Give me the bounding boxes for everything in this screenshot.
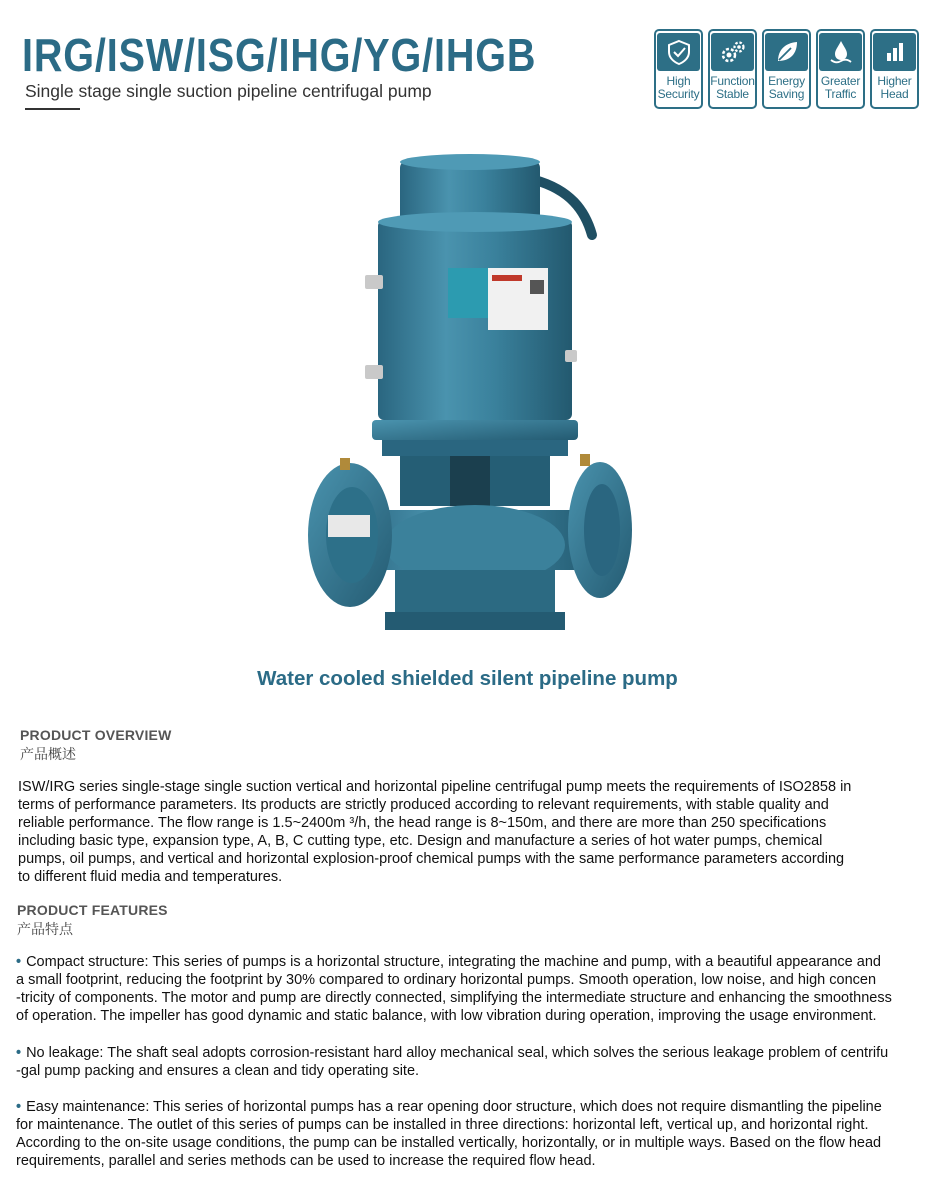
badge-label: High Security bbox=[657, 74, 700, 101]
badge-label: Energy Saving bbox=[768, 74, 805, 101]
feature-line: Easy maintenance: This series of horizontal pumps has a rear opening door structure, which does not require dismantling the pipeline bbox=[26, 1099, 882, 1115]
feature-line: No leakage: The shaft seal adopts corrosion-resistant hard alloy mechanical seal, which solves the serious leakage problem of centrifu bbox=[26, 1045, 889, 1061]
bullet-icon: • bbox=[16, 954, 22, 970]
overview-line: terms of performance parameters. Its products are strictly produced according to relevant requirements, with stable quality and bbox=[18, 797, 829, 813]
features-title-cn: 产品特点 bbox=[17, 921, 73, 937]
feature-line: of operation. The impeller has good dynamic and static balance, with low vibration during operation, improving the usage environment. bbox=[16, 1008, 877, 1024]
product-caption: Water cooled shielded silent pipeline pump bbox=[257, 667, 678, 690]
badge-label: Higher Head bbox=[877, 74, 912, 101]
overview-line: to different fluid media and temperatures. bbox=[18, 869, 283, 885]
features-title: PRODUCT FEATURES bbox=[17, 902, 168, 918]
feature-item bbox=[16, 1098, 926, 1170]
feature-item bbox=[16, 953, 926, 1025]
bullet-icon: • bbox=[16, 1045, 22, 1061]
feature-item bbox=[16, 1044, 926, 1080]
feature-line: -tricity of components. The motor and pump are directly connected, simplifying the intermediate structure and enhancing the smoothness bbox=[16, 990, 892, 1006]
overview-title: PRODUCT OVERVIEW bbox=[20, 727, 172, 743]
badge-higher-head bbox=[870, 29, 919, 109]
feature-line: -gal pump packing and ensures a clean and tidy operating site. bbox=[16, 1063, 420, 1079]
overview-title-cn: 产品概述 bbox=[20, 746, 76, 762]
product-image bbox=[300, 150, 640, 640]
feature-line: a small footprint, reducing the footprint by 30% compared to ordinary horizontal pumps. Smooth operation, low noise, and high concen bbox=[16, 972, 877, 988]
overview-line: pumps, oil pumps, and vertical and horizontal explosion-proof chemical pumps with the same performance parameters according bbox=[18, 851, 845, 867]
title-underline bbox=[25, 108, 80, 110]
badge-greater-traffic bbox=[816, 29, 865, 109]
badge-label: Greater Traffic bbox=[820, 74, 861, 101]
shield-icon bbox=[657, 33, 700, 71]
water-drop-icon bbox=[819, 33, 862, 71]
overview-line: ISW/IRG series single-stage single suction vertical and horizontal pipeline centrifugal pump meets the requirements of ISO2858 in bbox=[18, 779, 852, 795]
bar-chart-icon bbox=[873, 33, 916, 71]
feature-line: requirements, parallel and series methods can be used to increase the required flow head. bbox=[16, 1153, 596, 1169]
page-title: IRG/ISW/ISG/IHG/YG/IHGB bbox=[22, 29, 537, 81]
badge-label: Function Stable bbox=[710, 74, 755, 101]
overview-line: reliable performance. The flow range is 1.5~2400m ³/h, the head range is 8~150m, and there are more than 250 specifications bbox=[18, 815, 827, 831]
feature-badges bbox=[654, 29, 919, 109]
badge-function-stable bbox=[708, 29, 757, 109]
page-subtitle: Single stage single suction pipeline centrifugal pump bbox=[25, 81, 432, 101]
overview-paragraph bbox=[18, 778, 918, 886]
badge-energy-saving bbox=[762, 29, 811, 109]
bullet-icon: • bbox=[16, 1099, 22, 1115]
feature-line: Compact structure: This series of pumps is a horizontal structure, integrating the machine and pump, with a beautiful appearance and bbox=[26, 954, 881, 970]
leaf-icon bbox=[765, 33, 808, 71]
overview-line: including basic type, expansion type, A, B, C cutting type, etc. Design and manufacture a series of hot water pumps, chemical bbox=[18, 833, 823, 849]
feature-line: for maintenance. The outlet of this series of pumps can be installed in three directions: horizontal left, vertical up, and horizontal right. bbox=[16, 1117, 869, 1133]
badge-high-security bbox=[654, 29, 703, 109]
feature-line: According to the on-site usage conditions, the pump can be installed vertically, horizontally, or in multiple ways. Based on the flow head bbox=[16, 1135, 882, 1151]
gears-icon bbox=[711, 33, 754, 71]
